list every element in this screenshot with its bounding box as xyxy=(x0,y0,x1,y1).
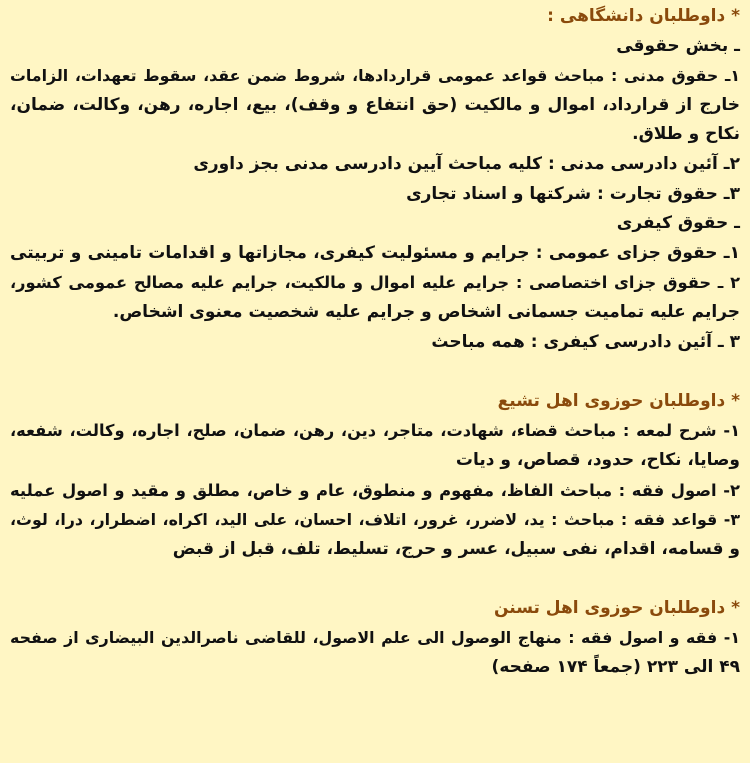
text-line: جرایم علیه تمامیت جسمانی اشخاص و جرایم علیه شخصیت معنوی اشخاص. xyxy=(112,301,740,322)
text-line: خارج از قرارداد، اموال و مالکیت (حق انتفاع و وقف)، بیع، اجاره، رهن، وکالت، ضمان، xyxy=(10,94,740,115)
text-line: ۳ـ حقوق تجارت : شرکتها و اسناد تجاری xyxy=(406,183,740,204)
section-heading-sunni-seminary: * داوطلبان حوزوی اهل تسنن xyxy=(493,597,740,618)
text-line: ۴۹ الی ۲۲۳ (جمعاً ۱۷۴ صفحه) xyxy=(491,657,740,678)
text-line: ۲- اصول فقه : مباحث الفاظ، مفهوم و منطوق، عام و خاص، مطلق و مقید و اصول عملیه xyxy=(10,480,740,500)
spacer xyxy=(10,564,740,594)
text-line: ۱- شرح لمعه : مباحث قضاء، شهادت، متاجر، دین، رهن، ضمان، صلح، اجاره، وکالت، شفعه، xyxy=(10,421,740,441)
text-line: نکاح و طلاق. xyxy=(632,124,740,145)
section-heading-shia-seminary: * داوطلبان حوزوی اهل تشیع xyxy=(497,390,740,411)
text-line: ۱ـ حقوق مدنی : مباحث قواعد عمومی قراردادها، شروط ضمن عقد، سقوط تعهدات، الزامات xyxy=(10,66,740,86)
spacer xyxy=(10,357,740,387)
text-line: ۲ ـ حقوق جزای اختصاصی : جرایم علیه اموال و مالکیت، جرایم علیه مصالح عمومی کشور، xyxy=(10,273,740,293)
text-line: ۳- قواعد فقه : مباحث : ید، لاضرر، غرور، اتلاف، احسان، علی الید، اکراه، اضطرار، درا، لوث، xyxy=(10,510,740,530)
text-line: ۱- فقه و اصول فقه : منهاج الوصول الی علم الاصول، للقاضی ناصرالدین البیضاری از صفحه xyxy=(10,628,740,648)
text-line: ۲ـ آئین دادرسی مدنی : کلیه مباحث آیین دادرسی مدنی بجز داوری xyxy=(193,153,740,174)
text-line: وصایا، نکاح، حدود، قصاص، و دیات xyxy=(455,449,740,470)
subheading-criminal-section: ـ حقوق کیفری xyxy=(616,213,740,234)
text-line: ۱ـ حقوق جزای عمومی : جرایم و مسئولیت کیفری، مجازاتها و اقدامات تامینی و تربیتی xyxy=(10,242,740,263)
text-line: و قسامه، اقدام، نفی سبیل، عسر و حرج، تسلیط، تلف، قبل از قبض xyxy=(172,538,740,559)
text-line: ۳ ـ آئین دادرسی کیفری : همه مباحث xyxy=(431,331,740,352)
section-heading-university: * داوطلبان دانشگاهی : xyxy=(547,6,740,26)
subheading-law-section: ـ بخش حقوقی xyxy=(616,35,740,56)
